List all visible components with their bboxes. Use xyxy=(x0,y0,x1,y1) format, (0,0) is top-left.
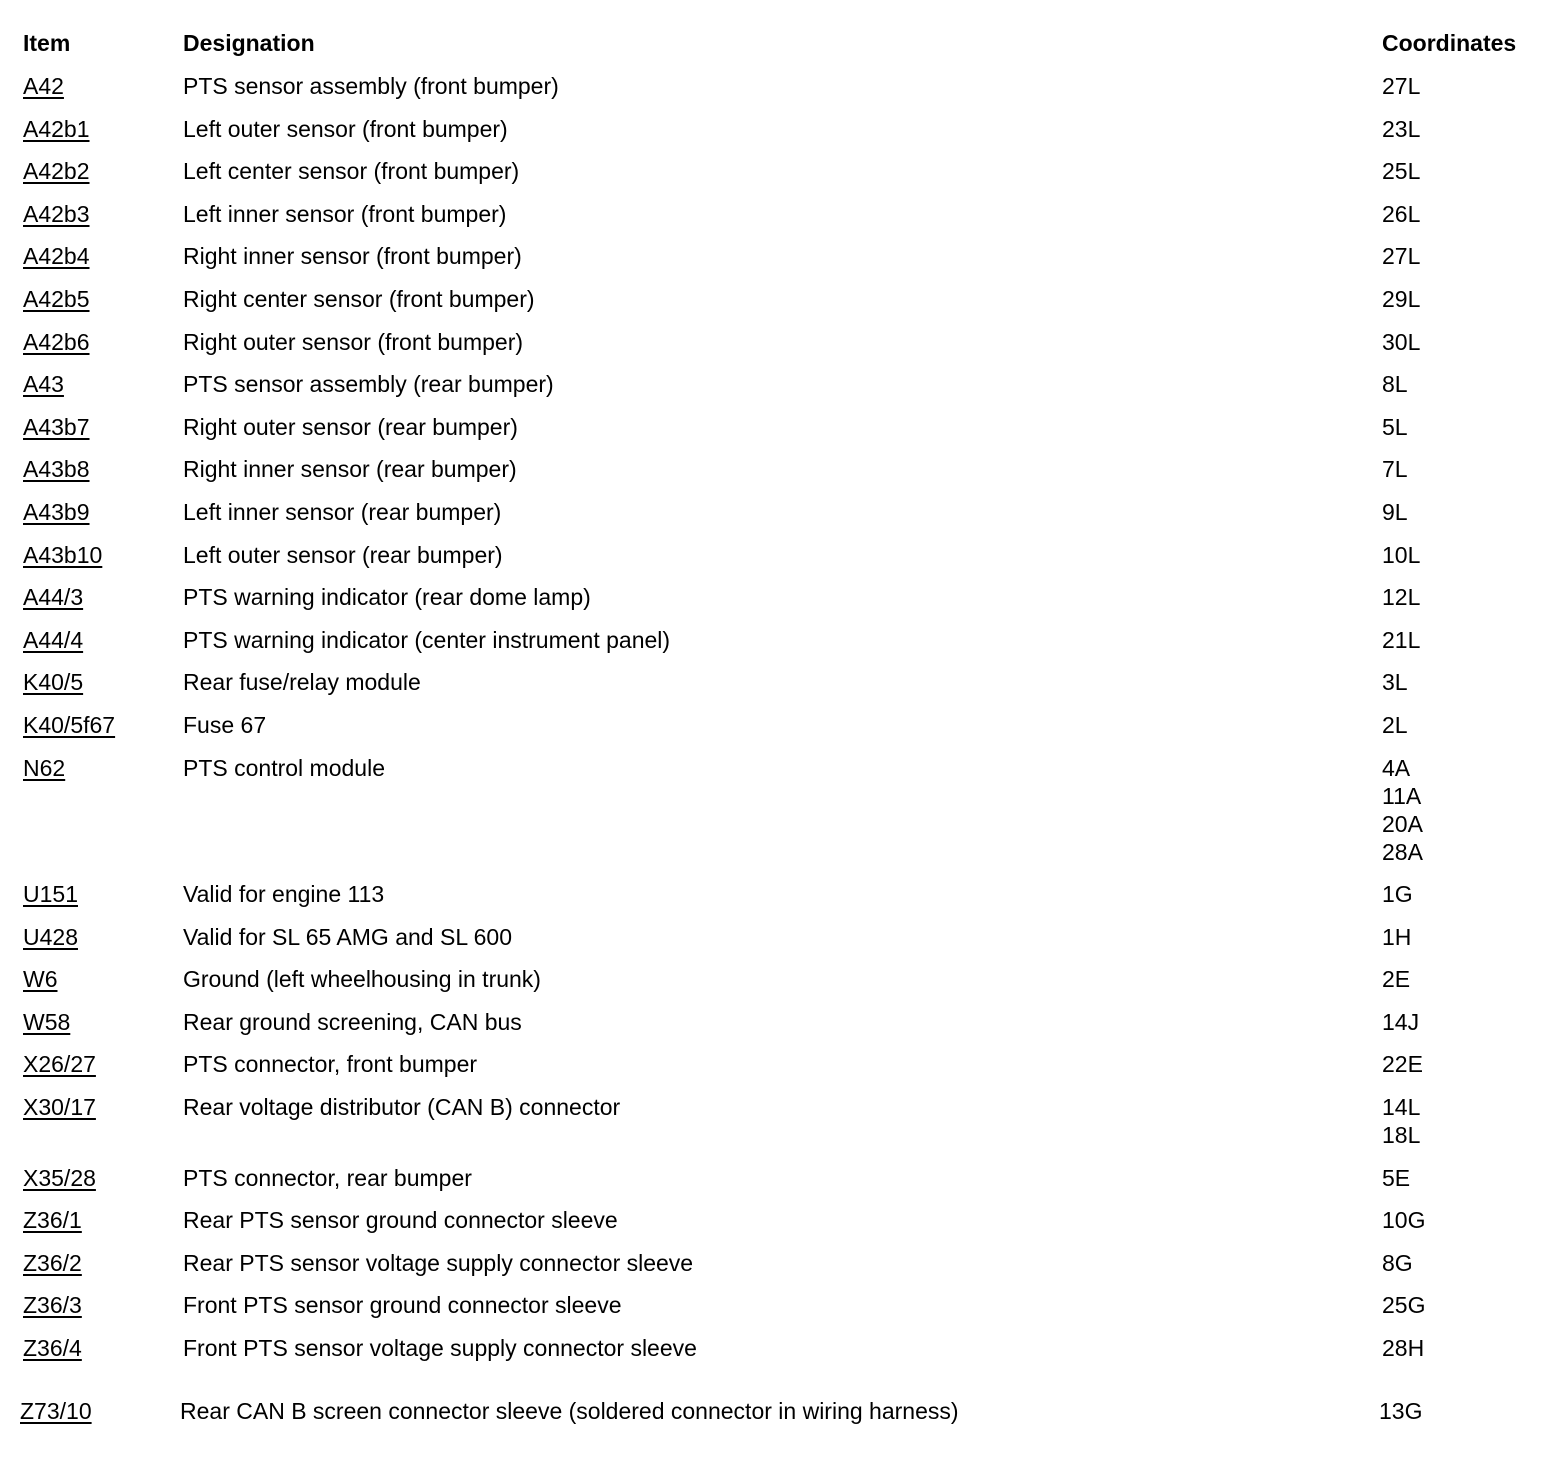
coordinates-cell xyxy=(1382,626,1420,654)
designation-cell: Fuse 67 xyxy=(183,711,267,738)
designation-cell: Left inner sensor (front bumper) xyxy=(183,200,507,227)
table-row xyxy=(0,1093,1568,1149)
coordinates-cell xyxy=(1382,157,1420,185)
coordinate-value: 7L xyxy=(1382,456,1408,483)
item-link[interactable]: A43b10 xyxy=(23,541,103,568)
table-row xyxy=(0,498,1568,526)
designation-cell: Right inner sensor (front bumper) xyxy=(183,243,522,270)
coordinates-cell xyxy=(1382,413,1408,441)
header-designation: Designation xyxy=(183,30,315,56)
item-link[interactable]: Z73/10 xyxy=(20,1397,92,1424)
coordinates-cell xyxy=(1382,200,1420,228)
table-row xyxy=(0,880,1568,908)
table-row xyxy=(0,157,1568,185)
coordinate-value: 1H xyxy=(1382,923,1412,950)
table-row xyxy=(0,626,1568,654)
designation-cell: PTS control module xyxy=(183,754,385,781)
item-link[interactable]: Z36/2 xyxy=(23,1249,82,1276)
coordinate-value: 2E xyxy=(1382,966,1411,993)
item-link[interactable]: Z36/1 xyxy=(23,1207,82,1234)
coordinate-value: 2L xyxy=(1382,711,1408,738)
coordinate-value: 10L xyxy=(1382,541,1421,568)
item-link[interactable]: N62 xyxy=(23,754,66,781)
coordinate-value: 1G xyxy=(1382,881,1413,908)
coordinate-value: 25L xyxy=(1382,158,1421,185)
designation-cell: Right outer sensor (front bumper) xyxy=(183,328,524,355)
item-link[interactable]: U428 xyxy=(23,923,78,950)
item-link[interactable]: K40/5f67 xyxy=(23,711,116,738)
coordinates-cell xyxy=(1382,711,1408,739)
designation-cell: Left inner sensor (rear bumper) xyxy=(183,498,502,525)
table-row xyxy=(0,668,1568,696)
coordinate-value: 5E xyxy=(1382,1164,1411,1191)
table-row xyxy=(0,455,1568,483)
coordinates-cell xyxy=(1382,242,1420,270)
item-link[interactable]: U151 xyxy=(23,881,78,908)
coordinates-cell xyxy=(1382,1249,1413,1277)
table-row xyxy=(0,72,1568,100)
coordinates-cell xyxy=(1379,1397,1422,1425)
designation-cell: Rear PTS sensor voltage supply connector sleeve xyxy=(183,1249,694,1276)
item-link[interactable]: A43b8 xyxy=(23,456,90,483)
table-row xyxy=(0,1050,1568,1078)
designation-cell: Valid for SL 65 AMG and SL 600 xyxy=(183,923,513,950)
coordinates-cell xyxy=(1382,1164,1410,1192)
coordinate-value: 4A xyxy=(1382,754,1411,781)
item-link[interactable]: W6 xyxy=(23,966,58,993)
coordinate-value: 14L xyxy=(1382,1094,1421,1121)
coordinate-value: 27L xyxy=(1382,73,1421,99)
header-item: Item xyxy=(23,30,71,56)
designation-cell: PTS warning indicator (center instrument panel) xyxy=(183,626,671,653)
item-link[interactable]: A43b9 xyxy=(23,498,90,525)
designation-cell: Right outer sensor (rear bumper) xyxy=(183,413,518,440)
coordinates-cell xyxy=(1382,965,1410,993)
coordinate-value: 29L xyxy=(1382,285,1421,312)
table-row xyxy=(0,711,1568,739)
designation-cell: Rear PTS sensor ground connector sleeve xyxy=(183,1207,618,1234)
table-row xyxy=(0,1291,1568,1319)
designation-cell: Left outer sensor (rear bumper) xyxy=(183,541,503,568)
item-link[interactable]: A43 xyxy=(23,371,64,398)
coordinate-value: 22E xyxy=(1382,1051,1423,1078)
item-link[interactable]: A42 xyxy=(23,73,64,99)
item-link[interactable]: A42b3 xyxy=(23,200,90,227)
coordinate-value: 9L xyxy=(1382,498,1408,525)
coordinates-cell xyxy=(1382,923,1411,951)
designation-cell: PTS connector, front bumper xyxy=(183,1051,478,1078)
coordinate-value: 14J xyxy=(1382,1008,1420,1035)
coordinate-value: 20A xyxy=(1382,810,1423,837)
table-row xyxy=(0,200,1568,228)
designation-cell: Left outer sensor (front bumper) xyxy=(183,115,508,142)
coordinate-value: 8L xyxy=(1382,371,1408,398)
table-row xyxy=(0,413,1568,441)
coordinates-cell xyxy=(1382,1291,1425,1319)
designation-cell: PTS sensor assembly (front bumper) xyxy=(183,73,559,99)
item-link[interactable]: Z36/3 xyxy=(23,1292,82,1319)
item-link[interactable]: A44/4 xyxy=(23,626,84,653)
item-link[interactable]: A42b2 xyxy=(23,158,90,185)
designation-cell: Valid for engine 113 xyxy=(183,881,385,908)
coordinate-value: 13G xyxy=(1379,1397,1423,1424)
coordinates-cell xyxy=(1382,72,1420,100)
table-row xyxy=(0,1397,1568,1425)
coordinates-cell xyxy=(1382,1050,1423,1078)
table-header xyxy=(0,30,1568,62)
coordinate-value: 5L xyxy=(1382,413,1408,440)
table-row xyxy=(0,1249,1568,1277)
coordinates-cell xyxy=(1382,498,1408,526)
coordinates-cell xyxy=(1382,583,1420,611)
coordinates-cell xyxy=(1382,115,1420,143)
coordinates-cell xyxy=(1382,1334,1424,1362)
item-link[interactable]: W58 xyxy=(23,1008,71,1035)
coordinates-cell xyxy=(1382,285,1420,313)
coordinates-cell xyxy=(1382,754,1423,866)
item-link[interactable]: A43b7 xyxy=(23,413,90,440)
table-row xyxy=(0,242,1568,270)
table-row xyxy=(0,1164,1568,1192)
table-row xyxy=(0,285,1568,313)
coordinates-cell xyxy=(1382,328,1420,356)
coordinate-value: 18L xyxy=(1382,1122,1421,1149)
designation-cell: PTS warning indicator (rear dome lamp) xyxy=(183,584,591,611)
coordinate-value: 23L xyxy=(1382,115,1421,142)
table-row xyxy=(0,328,1568,356)
table-body xyxy=(0,72,1568,1425)
designation-cell: PTS sensor assembly (rear bumper) xyxy=(183,371,554,398)
table-row xyxy=(0,1008,1568,1036)
coordinate-value: 11A xyxy=(1382,782,1422,809)
designation-cell: Right center sensor (front bumper) xyxy=(183,285,535,312)
item-link[interactable]: X26/27 xyxy=(23,1051,96,1078)
item-link[interactable]: A42b5 xyxy=(23,285,90,312)
item-link[interactable]: A42b1 xyxy=(23,115,90,142)
coordinates-cell xyxy=(1382,1206,1425,1234)
item-link[interactable]: X35/28 xyxy=(23,1164,96,1191)
coordinate-value: 28H xyxy=(1382,1335,1425,1362)
item-link[interactable]: X30/17 xyxy=(23,1094,96,1121)
coordinate-value: 8G xyxy=(1382,1249,1413,1276)
designation-cell: Rear fuse/relay module xyxy=(183,669,421,696)
item-link[interactable]: A44/3 xyxy=(23,584,84,611)
coordinates-cell xyxy=(1382,1093,1420,1149)
table-row xyxy=(0,965,1568,993)
table-row xyxy=(0,1206,1568,1234)
coordinate-value: 28A xyxy=(1382,838,1423,865)
table-row xyxy=(0,923,1568,951)
table-row xyxy=(0,115,1568,143)
coordinates-cell xyxy=(1382,1008,1419,1036)
item-link[interactable]: K40/5 xyxy=(23,669,84,696)
coordinates-cell xyxy=(1382,455,1408,483)
coordinates-cell xyxy=(1382,880,1413,908)
designation-cell: Front PTS sensor voltage supply connector sleeve xyxy=(183,1335,697,1362)
item-link[interactable]: A42b4 xyxy=(23,243,90,270)
header-coordinates: Coordinates xyxy=(1382,30,1517,56)
coordinate-value: 30L xyxy=(1382,328,1421,355)
table-row xyxy=(0,583,1568,611)
coordinates-cell xyxy=(1382,370,1408,398)
item-link[interactable]: A42b6 xyxy=(23,328,90,355)
coordinates-cell xyxy=(1382,541,1420,569)
coordinates-cell xyxy=(1382,668,1408,696)
designation-cell: Ground (left wheelhousing in trunk) xyxy=(183,966,541,993)
designation-cell: Right inner sensor (rear bumper) xyxy=(183,456,517,483)
item-link[interactable]: Z36/4 xyxy=(23,1335,82,1362)
coordinate-value: 3L xyxy=(1382,669,1408,696)
coordinate-value: 12L xyxy=(1382,584,1421,611)
table-row xyxy=(0,370,1568,398)
coordinate-value: 27L xyxy=(1382,243,1421,270)
coordinate-value: 10G xyxy=(1382,1207,1426,1234)
designation-cell: Rear voltage distributor (CAN B) connector xyxy=(183,1094,621,1121)
designation-cell: PTS connector, rear bumper xyxy=(183,1164,472,1191)
coordinate-value: 25G xyxy=(1382,1292,1426,1319)
table-row xyxy=(0,541,1568,569)
table-row xyxy=(0,754,1568,866)
designation-cell: Rear CAN B screen connector sleeve (soldered connector in wiring harness) xyxy=(180,1397,959,1424)
designation-cell: Front PTS sensor ground connector sleeve xyxy=(183,1292,622,1319)
coordinate-value: 21L xyxy=(1382,626,1421,653)
coordinate-value: 26L xyxy=(1382,200,1421,227)
designation-cell: Rear ground screening, CAN bus xyxy=(183,1008,522,1035)
table-row xyxy=(0,1334,1568,1362)
designation-cell: Left center sensor (front bumper) xyxy=(183,158,520,185)
